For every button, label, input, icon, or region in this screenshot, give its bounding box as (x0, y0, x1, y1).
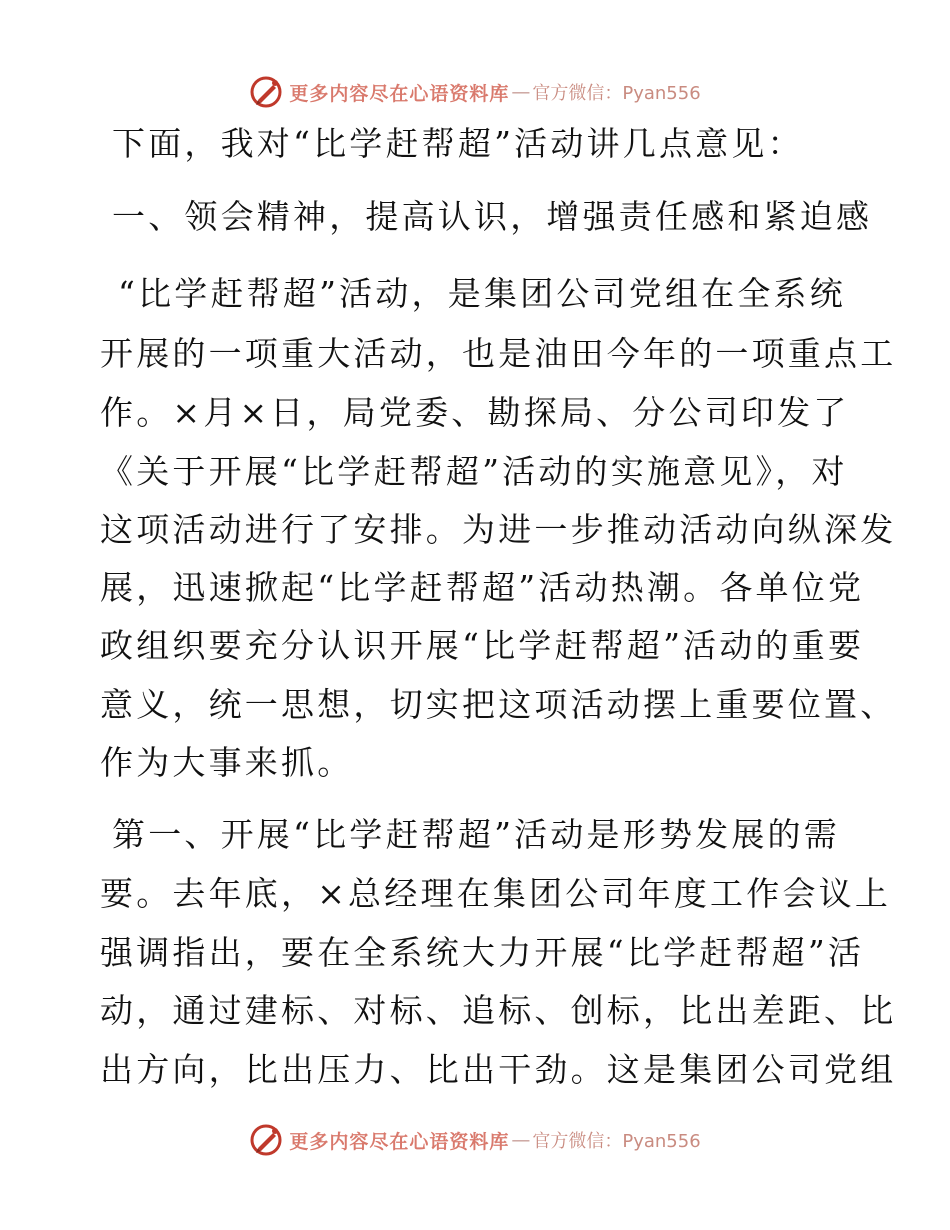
watermark-footer (0, 1120, 950, 1160)
watermark-header (0, 72, 950, 112)
watermark-title: 更多内容尽在心语资料库 (289, 1130, 510, 1153)
paragraph-line: 这项活动进行了安排。为进一步推动活动向纵深发 (100, 510, 897, 549)
watermark-contact: 官方微信：Pyan556 (532, 1131, 701, 1152)
paragraph-line: 出方向，比出压力、比出干劲。这是集团公司党组 (100, 1050, 897, 1089)
paragraph-line: 要。去年底，×总经理在集团公司年度工作会议上 (100, 874, 892, 913)
watermark-separator: — (511, 81, 531, 103)
paragraph-line: “比学赶帮超”活动，是集团公司党组在全系统 (118, 274, 846, 313)
paragraph-line: 《关于开展“比学赶帮超”活动的实施意见》，对 (100, 452, 848, 491)
paragraph-line: 作为大事来抓。 (100, 743, 354, 782)
watermark-separator: — (511, 1129, 531, 1151)
paragraph-line: 第一、开展“比学赶帮超”活动是形势发展的需 (112, 815, 840, 854)
section-heading: 一、领会精神，提高认识，增强责任感和紧迫感 (112, 197, 873, 236)
paragraph-line: 意义，统一思想，切实把这项活动摆上重要位置、 (100, 685, 897, 724)
pen-logo-icon (249, 1123, 283, 1157)
paragraph-line: 强调指出，要在全系统大力开展“比学赶帮超”活 (100, 933, 865, 972)
watermark-title: 更多内容尽在心语资料库 (289, 82, 510, 105)
paragraph-line: 开展的一项重大活动，也是油田今年的一项重点工 (100, 334, 897, 373)
intro-line: 下面，我对“比学赶帮超”活动讲几点意见： (112, 124, 804, 163)
paragraph-line: 政组织要充分认识开展“比学赶帮超”活动的重要 (100, 626, 865, 665)
pen-logo-icon (249, 75, 283, 109)
paragraph-line: 展，迅速掀起“比学赶帮超”活动热潮。各单位党 (100, 568, 865, 607)
paragraph-line: 动，通过建标、对标、追标、创标，比出差距、比 (100, 991, 897, 1030)
paragraph-line: 作。×月×日，局党委、勘探局、分公司印发了 (100, 393, 850, 432)
watermark-contact: 官方微信：Pyan556 (532, 83, 701, 104)
